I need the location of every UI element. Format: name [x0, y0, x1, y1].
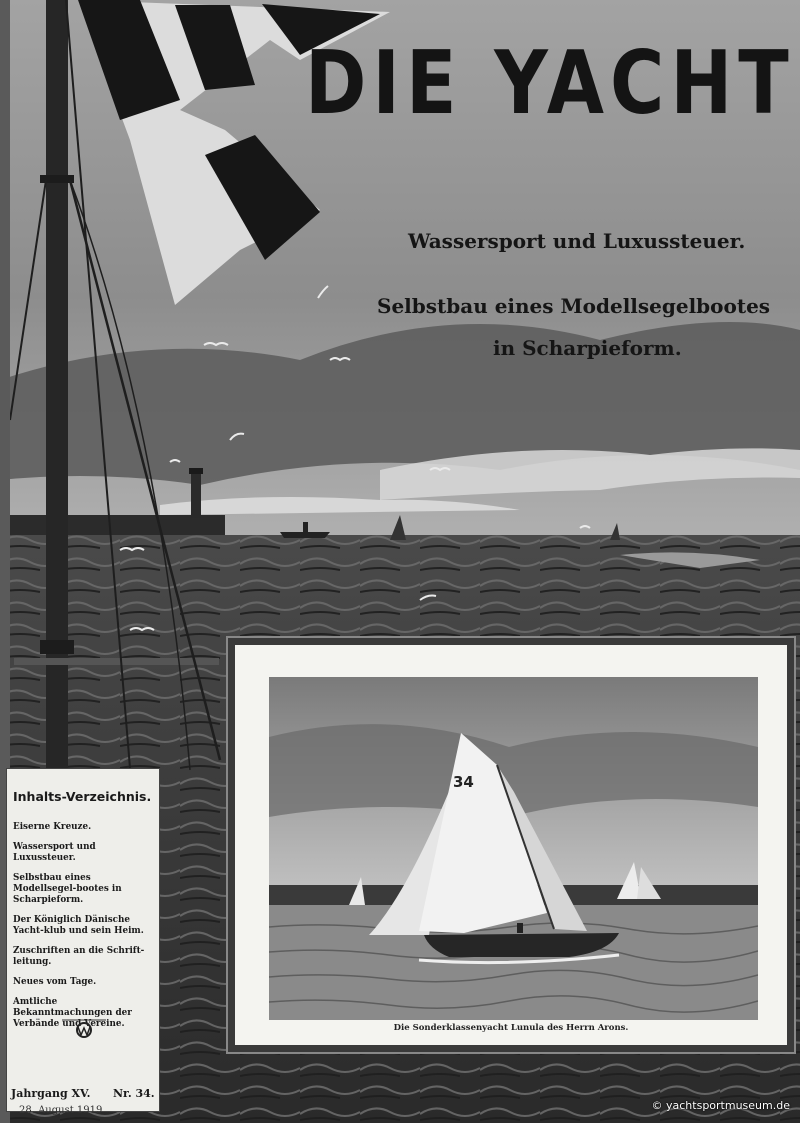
lighthouse-icon — [191, 472, 201, 518]
toc-list — [13, 822, 153, 1030]
issue-number: Nr. 34. — [113, 1087, 155, 1100]
toc-item: Selbstbau eines Modellsegel-bootes in Scharpieform. — [13, 873, 122, 905]
toc-title: Inhalts-Verzeichnis. — [13, 789, 152, 804]
publisher-emblem-icon — [62, 1017, 106, 1039]
toc-item: Neues vom Tage. — [13, 977, 97, 987]
masthead-title: DIE YACHT — [305, 32, 795, 135]
copyright-watermark: © yachtsportmuseum.de — [651, 1099, 790, 1112]
photo-frame — [228, 638, 794, 1052]
volume-label: Jahrgang XV. — [11, 1087, 91, 1100]
toc-item: Wassersport und Luxussteuer. — [13, 842, 96, 863]
toc-item: Amtliche Bekanntmachungen der Verbände und Vereine. — [13, 997, 132, 1029]
yacht-photo-image — [269, 677, 758, 1020]
mast — [46, 0, 68, 770]
toc-item: Eiserne Kreuze. — [13, 822, 92, 832]
issue-line — [11, 1087, 155, 1100]
yacht-photo — [269, 677, 758, 1020]
toc-item: Zuschriften an die Schrift-leitung. — [13, 946, 145, 967]
toc-item: Der Königlich Dänische Yacht-klub und sein Heim. — [13, 915, 144, 936]
photo-caption: Die Sonderklassenyacht Lunula des Herrn Arons. — [393, 1023, 629, 1033]
table-of-contents — [6, 768, 160, 1116]
cover-headline: Wassersport und Luxussteuer. — [408, 229, 746, 253]
sail-number: 34 — [453, 773, 474, 791]
issue-date: 28. August 1919 — [19, 1105, 103, 1116]
cover-headline: Selbstbau eines Modellsegelbootes — [377, 294, 771, 318]
steamship-icon — [280, 532, 330, 538]
cover-headline: in Scharpieform. — [493, 336, 682, 360]
boom — [14, 658, 219, 665]
